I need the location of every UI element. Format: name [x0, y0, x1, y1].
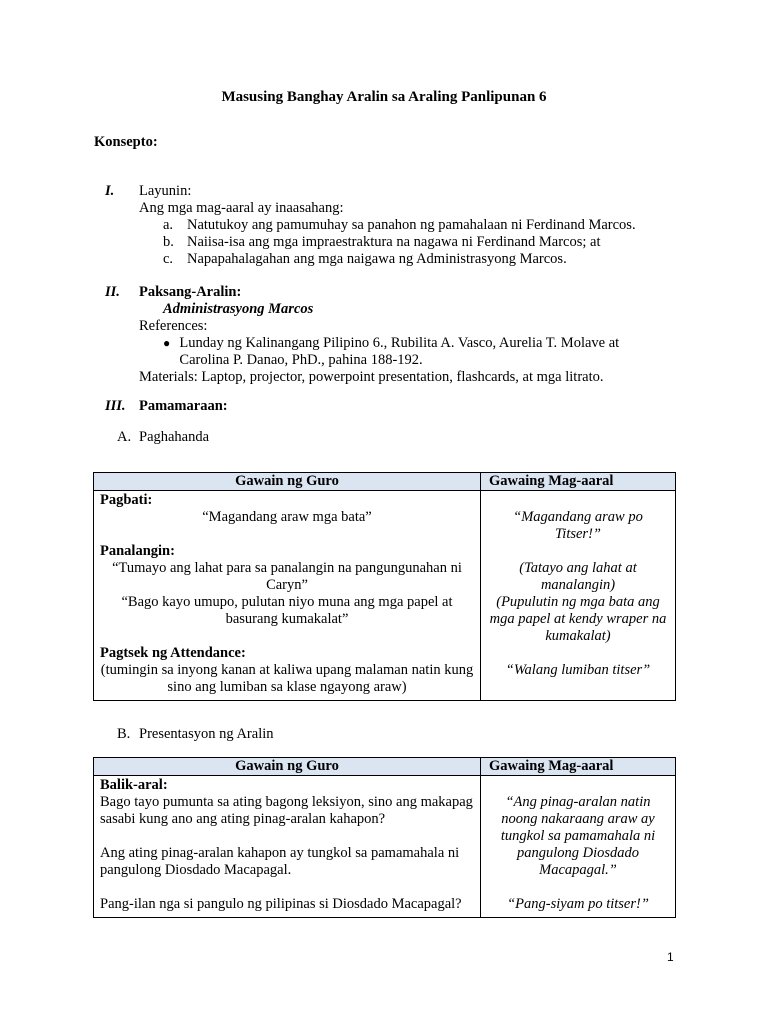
section-1-intro: Ang mga mag-aaral ay inaasahang:: [139, 200, 344, 216]
references-label: References:: [139, 318, 208, 334]
topic-title: Administrasyong Marcos: [163, 301, 314, 317]
section-2: [139, 284, 669, 386]
page-title: Masusing Banghay Aralin sa Araling Panlipunan 6: [221, 89, 547, 105]
section-3-numeral: III.: [105, 398, 126, 414]
objective-item: c. Napapahalagahan ang mga naigawa ng Administrasyong Marcos.: [163, 251, 567, 267]
subsection-b: B. Presentasyon ng Aralin: [117, 726, 274, 742]
objective-item: a. Natutukoy ang pamumuhay sa panahon ng pamahalaan ni Ferdinand Marcos.: [163, 217, 636, 233]
guro-cell: Balik-aral: Bago tayo pumunta sa ating bagong leksiyon, sino ang makapag sasabi kung ano ang ating pinag-aralan kahapon? Ang ating pinag-aralan kahapon ay tungkol sa pamamahala ni pangulong Diosdado Macapagal. Pang-ilan nga si pangulo ng pilipinas si Diosdado Macapagal?: [94, 776, 481, 918]
mag-aaral-cell: “Ang pinag-aralan natin noong nakaraang araw ay tungkol sa pamamahala ni pangulong Diosdado Macapagal.” “Pang-siyam po titser!”: [481, 776, 676, 918]
section-1: [139, 183, 699, 268]
section-2-numeral: II.: [105, 284, 120, 300]
subsection-a: A. Paghahanda: [117, 429, 210, 445]
section-3-heading: Pamamaraan:: [139, 398, 228, 414]
konsepto-label: Konsepto:: [94, 134, 158, 150]
mag-aaral-cell: “Magandang araw po Titser!” (Tatayo ang lahat at manalangin) (Pupulutin ng mga bata ang mga papel at kendy wraper na kumakalat) “Walang lumiban titser”: [481, 491, 676, 701]
section-2-heading: Paksang-Aralin:: [139, 284, 242, 300]
table-paghahanda: [93, 472, 676, 701]
table-row: [94, 776, 676, 918]
header-gawain-guro: Gawain ng Guro: [94, 473, 481, 491]
section-1-numeral: I.: [105, 183, 115, 199]
bullet-icon: ●: [163, 336, 171, 350]
guro-cell: Pagbati: “Magandang araw mga bata” Panalangin: “Tumayo ang lahat para sa panalangin na pangungunahan ni Caryn” “Bago kayo umupo, pulutan niyo muna ang mga papel at basurang kumakalat” Pagtsek ng Attendance: (tumingin sa inyong kanan at kaliwa upang malaman natin kung sino ang lumiban sa klase ngayong araw): [94, 491, 481, 701]
table-presentasyon: [93, 757, 676, 918]
header-gawain-mag-aaral: Gawaing Mag-aaral: [481, 758, 676, 776]
header-gawain-mag-aaral: Gawaing Mag-aaral: [481, 473, 676, 491]
reference-item: ● Lunday ng Kalinangang Pilipino 6., Rubilita A. Vasco, Aurelia T. Molave at Carolina P. Danao, PhD., pahina 188-192.: [139, 335, 669, 369]
page-number: 1: [667, 950, 674, 964]
section-1-heading: Layunin:: [139, 183, 192, 199]
header-gawain-guro: Gawain ng Guro: [94, 758, 481, 776]
table-row: [94, 491, 676, 701]
materials-text: Materials: Laptop, projector, powerpoint presentation, flashcards, at mga litrato.: [139, 369, 604, 385]
objective-item: b. Naiisa-isa ang mga impraestraktura na nagawa ni Ferdinand Marcos; at: [163, 234, 601, 250]
